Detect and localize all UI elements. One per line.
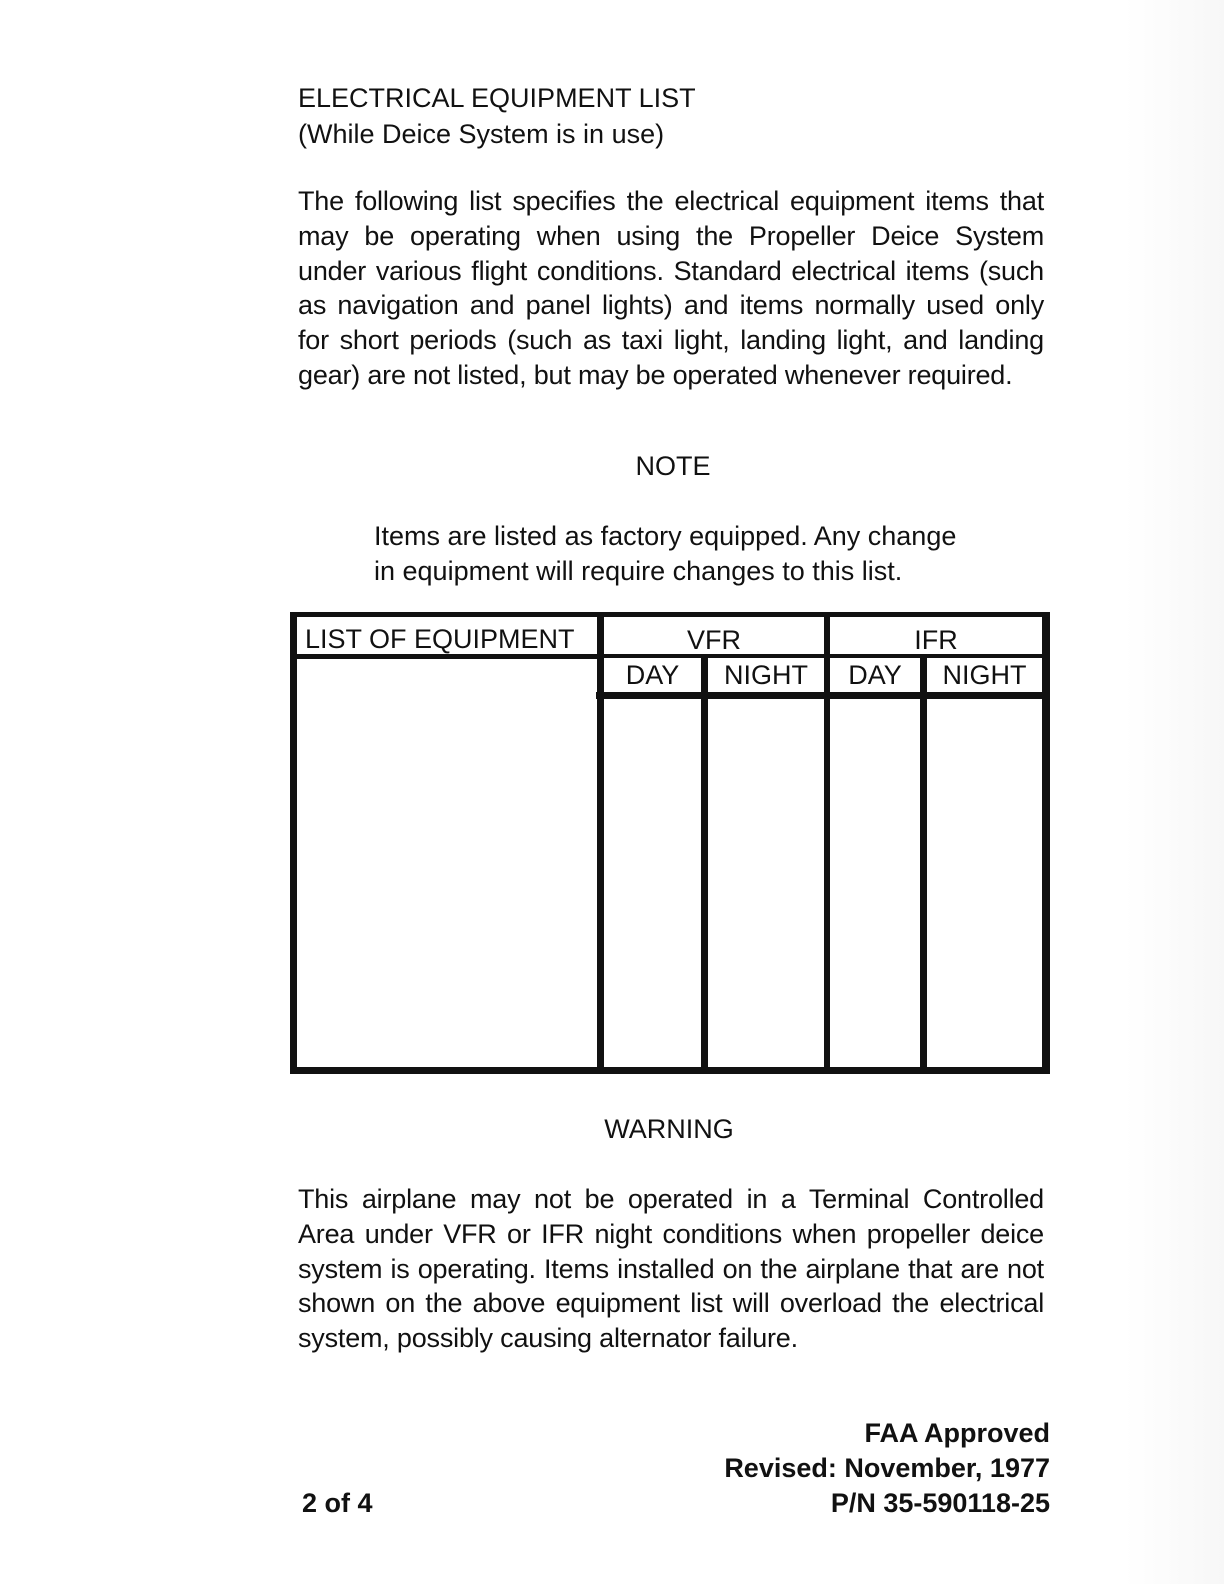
equipment-table [290, 612, 1050, 1074]
divider-equipment-vfr [597, 612, 604, 1074]
divider-vfr-day-night [701, 658, 708, 1074]
ifr-night-header: NIGHT [942, 660, 1027, 690]
warning-label: WARNING [604, 1114, 734, 1144]
part-number: P/N 35-590118-25 [830, 1488, 1050, 1518]
revision-date: Revised: November, 1977 [724, 1453, 1050, 1483]
table-border-left [290, 612, 297, 1074]
vfr-group-header: VFR [687, 625, 741, 655]
page-number: 2 of 4 [302, 1488, 373, 1518]
intro-paragraph: The following list specifies the electrical equipment items that may be operating when using the Propeller Deice System under various flight conditions. Standard electrical items (such as navigation and panel lights) and items normally used only for short periods (such as taxi light, landing light, and landing gear) are not listed, but may be operated whenever required. [298, 186, 1044, 390]
footer-approval-block [724, 1416, 1050, 1521]
divider-ifr-day-night [920, 658, 927, 1074]
heading-title: ELECTRICAL EQUIPMENT LIST [298, 83, 696, 113]
warning-paragraph: This airplane may not be operated in a Terminal Controlled Area under VFR or IFR night conditions when propeller deice system is operating. Items installed on the airplane that are not shown on the above equipment list will overload the electrical system, possibly causing alternator failure. [298, 1184, 1044, 1354]
note-line-1: Items are listed as factory equipped. Any change [374, 521, 957, 551]
note-line-2: in equipment will require changes to this list. [374, 556, 903, 586]
ifr-group-header: IFR [914, 625, 958, 655]
note-text [374, 519, 956, 589]
scan-edge-shade [1124, 0, 1224, 1584]
column-header-rule [596, 692, 1050, 699]
table-border-bottom [290, 1067, 1050, 1074]
equipment-column-header: LIST OF EQUIPMENT [305, 624, 575, 654]
equipment-header-rule [290, 654, 602, 659]
vfr-night-header: NIGHT [724, 660, 808, 690]
table-border-top [290, 612, 1050, 617]
document-heading [298, 80, 696, 152]
ifr-day-header: DAY [848, 660, 902, 690]
note-label: NOTE [635, 451, 711, 481]
vfr-day-header: DAY [625, 660, 680, 690]
faa-approved: FAA Approved [864, 1418, 1050, 1448]
heading-subtitle: (While Deice System is in use) [298, 119, 665, 149]
table-border-right [1042, 612, 1050, 1074]
